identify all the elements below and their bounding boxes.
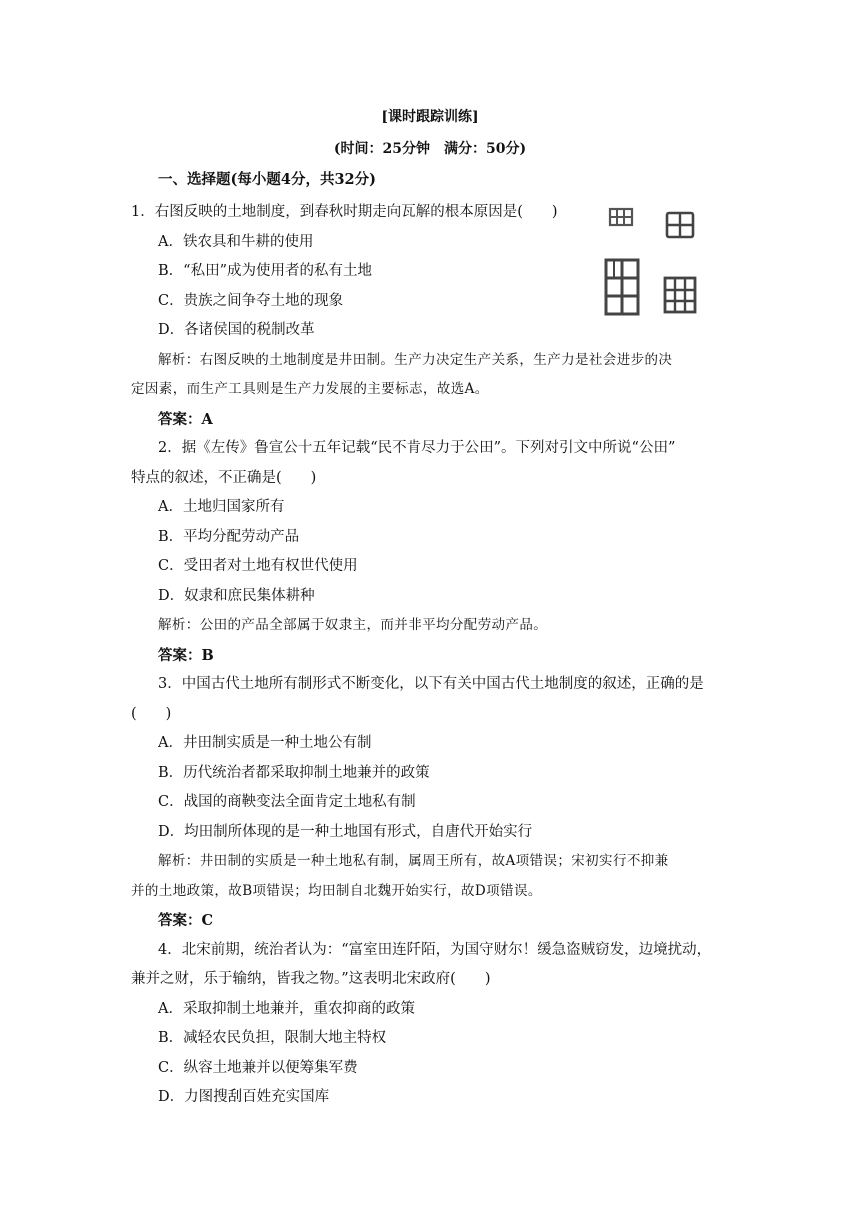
q2-option-a: A．土地归国家所有 [158,499,285,515]
q3-analysis-line2: 并的土地政策，故B项错误；均田制自北魏开始实行，故D项错误。 [131,882,542,899]
q2-answer: 答案：B [158,646,214,664]
q1-option-b: B．“私田”成为使用者的私有土地 [158,263,372,279]
q1-option-d: D．各诸侯国的税制改革 [158,322,315,338]
q2-option-c: C．受田者对土地有权世代使用 [158,558,358,574]
q4-option-c: C．纵容土地兼并以便筹集军费 [158,1059,358,1076]
q1-analysis-line2: 定因素，而生产工具则是生产力发展的主要标志，故选A。 [131,381,489,397]
page-title: [课时跟踪训练] [381,109,479,125]
q1-analysis-line1: 解析：右图反映的土地制度是井田制。生产力决定生产关系，生产力是社会进步的决 [158,351,673,368]
q1-stem: 1．右图反映的土地制度，到春秋时期走向瓦解的根本原因是( ) [131,204,558,220]
q2-analysis-line1: 解析：公田的产品全部属于奴隶主，而并非平均分配劳动产品。 [158,617,548,633]
q4-option-b: B．减轻农民负担，限制大地主特权 [158,1030,387,1046]
question-list [131,198,731,1113]
q3-option-d: D．均田制所体现的是一种土地国有形式，自唐代开始实行 [158,823,533,840]
section-heading: 一、选择题(每小题4分，共32分) [158,171,376,188]
q3-stem-line1: 3．中国古代土地所有制形式不断变化，以下有关中国古代土地制度的叙述，正确的是 [158,676,704,692]
q3-option-a: A．井田制实质是一种土地公有制 [158,735,372,751]
q3-analysis-line1: 解析：井田制的实质是一种土地私有制，属周王所有，故A项错误；宋初实行不抑兼 [158,853,669,869]
q2-option-d: D．奴隶和庶民集体耕种 [158,587,315,604]
q4-option-d: D．力图搜刮百姓充实国库 [158,1089,330,1105]
q4-stem-line1: 4．北宋前期，统治者认为：“富室田连阡陌，为国守财尔！缓急盗贼窃发，边境扰动， [158,941,712,958]
q2-stem-line2: 特点的叙述，不正确是( ) [131,469,317,486]
q1-option-c: C．贵族之间争夺土地的现象 [158,292,344,309]
q2-stem-line1: 2．据《左传》鲁宣公十五年记载“民不肯尽力于公田”。下列对引文中所说“公田” [158,440,676,456]
q2-option-b: B．平均分配劳动产品 [158,528,300,545]
q4-option-a: A．采取抑制土地兼并，重农抑商的政策 [158,1000,415,1017]
q3-option-b: B．历代统治者都采取抑制土地兼并的政策 [158,764,430,781]
q3-option-c: C．战国的商鞅变法全面肯定土地私有制 [158,794,416,810]
q1-answer: 答案：A [158,410,213,428]
q4-stem-line2: 兼并之财，乐于输纳，皆我之物。”这表明北宋政府( ) [131,971,491,987]
q3-answer: 答案：C [158,912,214,929]
q1-option-a: A．铁农具和牛耕的使用 [158,233,314,250]
page-subtitle: (时间：25分钟 满分：50分) [333,141,527,157]
q3-stem-line2: ( ) [131,705,172,722]
